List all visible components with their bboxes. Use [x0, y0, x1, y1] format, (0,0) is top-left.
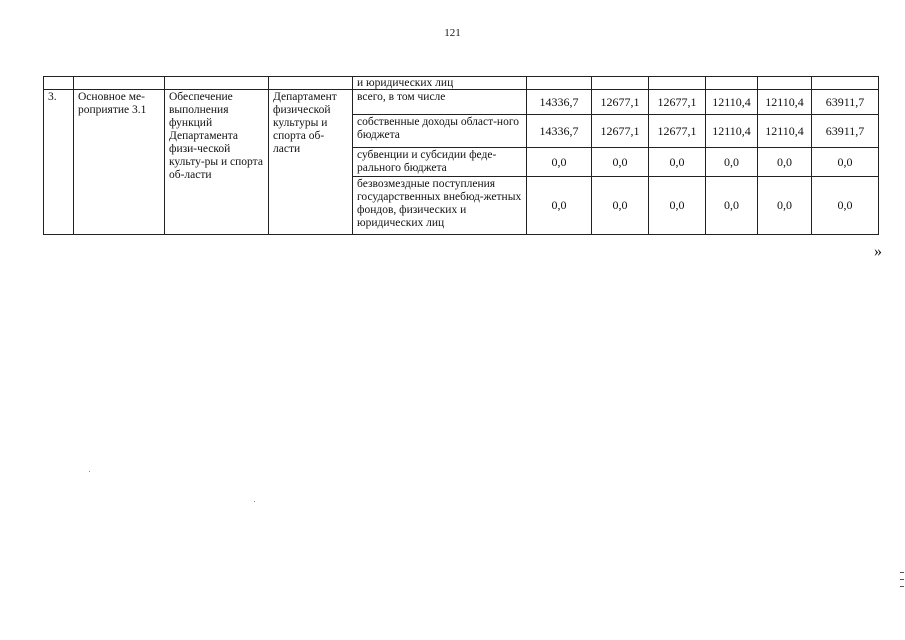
value-cell: 0,0 [527, 177, 592, 235]
activity-purpose: Обеспечение выполнения функций Департамента физи-ческой культу-ры и спорта об-ласти [165, 90, 269, 235]
value-cell: 63911,7 [812, 90, 879, 115]
scan-mark [900, 572, 904, 573]
continuation-row [44, 77, 879, 90]
cont-cell-name [74, 77, 165, 90]
value-cell: 12677,1 [649, 115, 706, 148]
value-cell: 63911,7 [812, 115, 879, 148]
value-cell: 0,0 [812, 177, 879, 235]
cont-cell-executor [269, 77, 353, 90]
value-cell: 0,0 [649, 177, 706, 235]
activity-number: 3. [44, 90, 74, 235]
scan-speck [254, 501, 255, 502]
scan-mark [900, 579, 904, 580]
funding-table [43, 76, 879, 235]
value-cell: 14336,7 [527, 90, 592, 115]
cont-cell-value [592, 77, 649, 90]
source-label: всего, в том числе [353, 90, 527, 115]
table-row [44, 90, 879, 115]
scan-edge-marks [900, 572, 904, 593]
value-cell: 12677,1 [592, 90, 649, 115]
cont-cell-value [527, 77, 592, 90]
value-cell: 12677,1 [592, 115, 649, 148]
cont-cell-value [706, 77, 758, 90]
value-cell: 0,0 [527, 148, 592, 177]
cont-cell-number [44, 77, 74, 90]
page-number: 121 [444, 27, 461, 39]
activity-name: Основное ме-роприятие 3.1 [74, 90, 165, 235]
value-cell: 0,0 [758, 177, 812, 235]
value-cell: 12110,4 [706, 115, 758, 148]
value-cell: 12110,4 [758, 90, 812, 115]
source-label: собственные доходы област-ного бюджета [353, 115, 527, 148]
scan-speck [89, 471, 90, 472]
value-cell: 0,0 [592, 177, 649, 235]
activity-executor: Департамент физической культуры и спорта об-ласти [269, 90, 353, 235]
value-cell: 0,0 [649, 148, 706, 177]
cont-cell-value [812, 77, 879, 90]
value-cell: 0,0 [706, 177, 758, 235]
value-cell: 12110,4 [706, 90, 758, 115]
value-cell: 12677,1 [649, 90, 706, 115]
value-cell: 0,0 [812, 148, 879, 177]
value-cell: 0,0 [592, 148, 649, 177]
scan-mark [900, 586, 904, 587]
source-label: безвозмездные поступления государственных внебюд-жетных фондов, физических и юридических лиц [353, 177, 527, 235]
value-cell: 12110,4 [758, 115, 812, 148]
value-cell: 0,0 [758, 148, 812, 177]
cont-cell-purpose [165, 77, 269, 90]
source-label: субвенции и субсидии феде-рального бюджета [353, 148, 527, 177]
cont-cell-value [758, 77, 812, 90]
cont-cell-value [649, 77, 706, 90]
value-cell: 0,0 [706, 148, 758, 177]
value-cell: 14336,7 [527, 115, 592, 148]
cont-cell-source: и юридических лиц [353, 77, 527, 90]
closing-quote-mark: » [874, 243, 882, 260]
